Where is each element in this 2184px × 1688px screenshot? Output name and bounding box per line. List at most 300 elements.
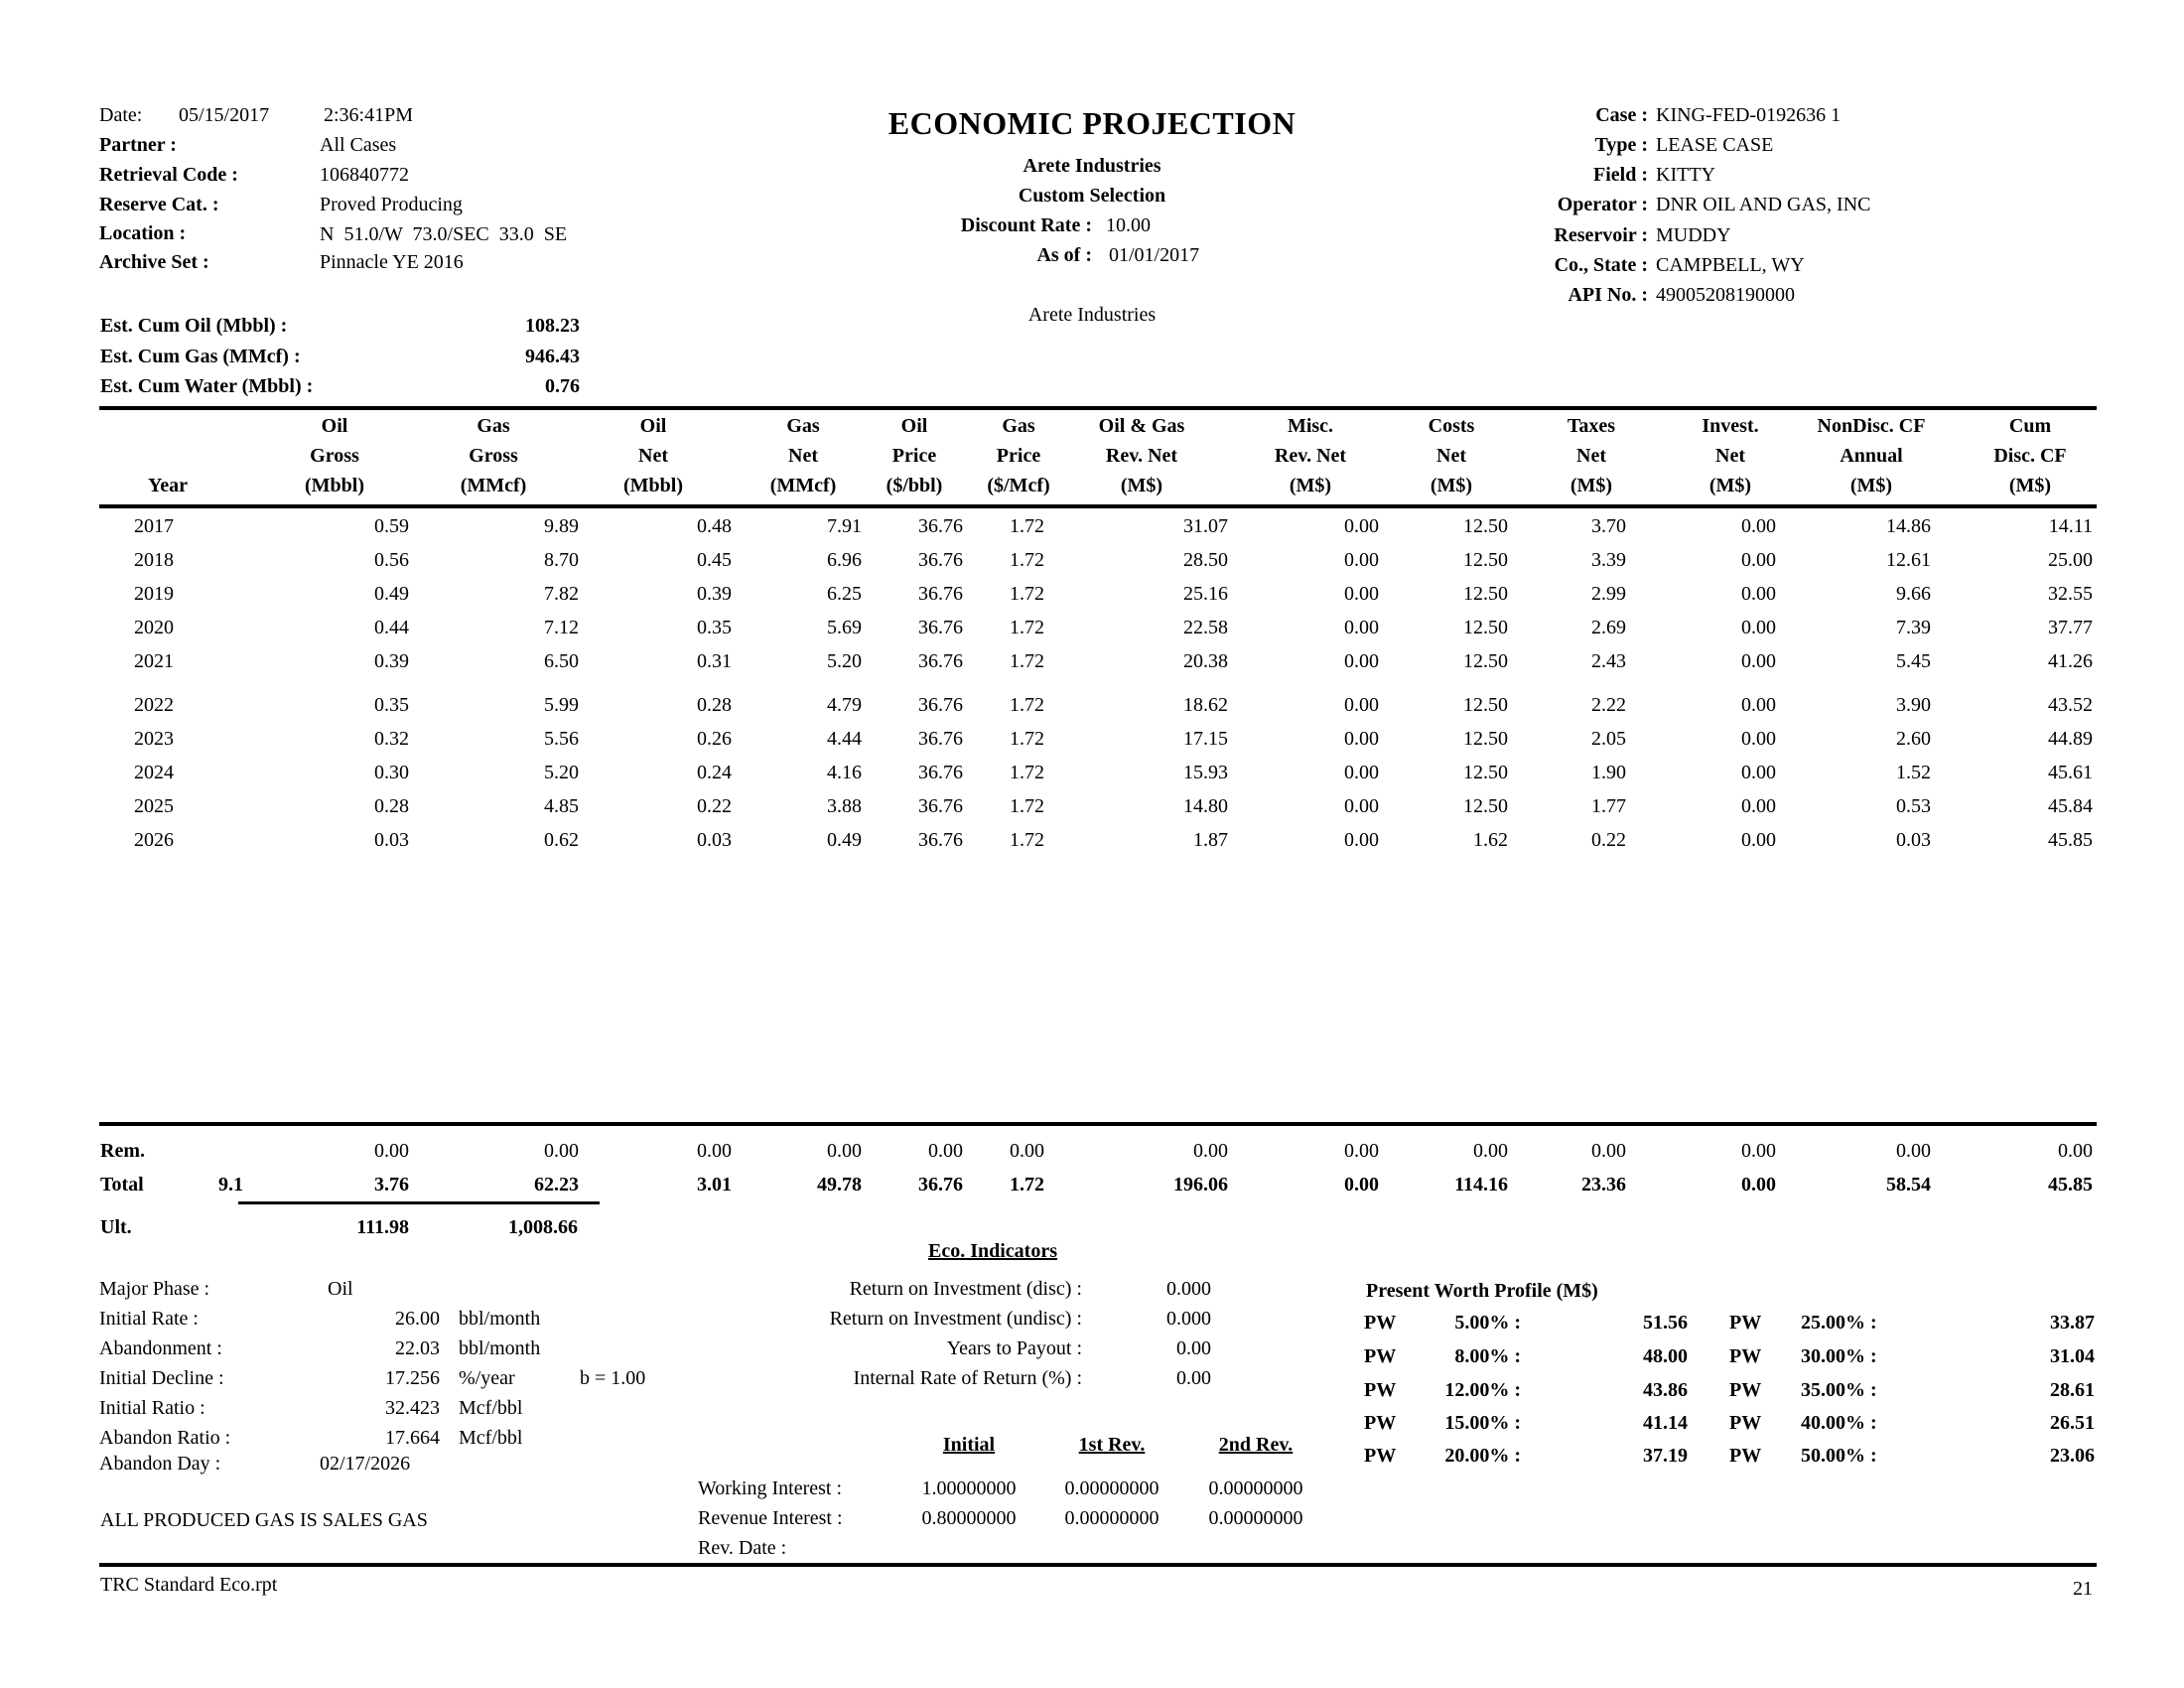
table-cell: 0.26 <box>697 728 732 750</box>
api-label: API No. : <box>1568 284 1648 306</box>
pw-rate: 8.00% : <box>1454 1345 1521 1367</box>
revision-value: 0.00000000 <box>1208 1507 1303 1529</box>
cum-gas-value: 946.43 <box>525 346 580 367</box>
type-label: Type : <box>1594 134 1648 156</box>
total-cell: 1.72 <box>1010 1174 1044 1196</box>
table-cell: 36.76 <box>918 829 963 851</box>
table-cell: 22.58 <box>1183 617 1228 638</box>
table-cell-year: 2020 <box>134 617 174 638</box>
partner-label: Partner : <box>99 134 177 156</box>
total-cell: 49.78 <box>817 1174 862 1196</box>
table-cell: 12.50 <box>1463 694 1508 716</box>
cum-gas-label: Est. Cum Gas (MMcf) : <box>100 346 301 367</box>
table-cell: 15.93 <box>1183 762 1228 783</box>
table-cell: 0.00 <box>1741 728 1776 750</box>
column-header-13-line-1: Cum <box>2008 415 2052 437</box>
discount-label: Discount Rate : <box>960 214 1092 236</box>
table-cell: 41.26 <box>2048 650 2093 672</box>
pw-rate: 50.00% : <box>1801 1445 1877 1467</box>
initial-rate-value: 26.00 <box>395 1308 440 1330</box>
initial-ratio-label: Initial Ratio : <box>99 1397 205 1419</box>
rem-cell: 0.00 <box>544 1140 579 1162</box>
column-header-1-line-3: (Mbbl) <box>305 475 364 496</box>
table-cell: 36.76 <box>918 694 963 716</box>
table-cell: 36.76 <box>918 549 963 571</box>
column-header-10-line-2: Net <box>1576 445 1606 467</box>
table-cell: 36.76 <box>918 515 963 537</box>
column-header-11-line-1: Invest. <box>1702 415 1759 437</box>
table-cell: 0.00 <box>1344 829 1379 851</box>
table-cell: 12.50 <box>1463 728 1508 750</box>
table-cell: 8.70 <box>544 549 579 571</box>
abandonment-value: 22.03 <box>395 1337 440 1359</box>
table-cell: 18.62 <box>1183 694 1228 716</box>
pw-tag: PW <box>1364 1445 1397 1467</box>
partner-value: All Cases <box>320 134 397 156</box>
table-cell: 1.72 <box>1010 694 1044 716</box>
table-cell-year: 2024 <box>134 762 174 783</box>
eco-indicator-value: 0.00 <box>1176 1337 1211 1359</box>
table-cell: 1.72 <box>1010 583 1044 605</box>
table-cell: 0.39 <box>697 583 732 605</box>
table-cell-year: 2022 <box>134 694 174 716</box>
table-cell: 0.24 <box>697 762 732 783</box>
table-cell-year: 2018 <box>134 549 174 571</box>
rem-cell: 0.00 <box>2058 1140 2093 1162</box>
table-cell: 0.35 <box>374 694 409 716</box>
retrieval-label: Retrieval Code : <box>99 164 238 186</box>
column-header-12-line-3: (M$) <box>1849 475 1893 496</box>
table-cell: 12.50 <box>1463 583 1508 605</box>
table-cell: 0.59 <box>374 515 409 537</box>
pw-rate: 30.00% : <box>1801 1345 1877 1367</box>
table-cell-year: 2021 <box>134 650 174 672</box>
table-cell: 2.99 <box>1591 583 1626 605</box>
column-header-8-line-1: Misc. <box>1287 415 1334 437</box>
eco-indicator-value: 0.000 <box>1166 1308 1211 1330</box>
total-cell: 45.85 <box>2048 1174 2093 1196</box>
operator-value: DNR OIL AND GAS, INC <box>1656 194 1871 215</box>
summary-top-rule <box>99 1122 2097 1126</box>
table-cell: 4.85 <box>544 795 579 817</box>
eco-indicator-value: 0.00 <box>1176 1367 1211 1389</box>
abandon-day-label: Abandon Day : <box>99 1453 221 1475</box>
table-cell: 44.89 <box>2048 728 2093 750</box>
archive-label: Archive Set : <box>99 251 209 273</box>
table-cell: 36.76 <box>918 762 963 783</box>
table-cell: 1.72 <box>1010 795 1044 817</box>
total-cell: 3.01 <box>697 1174 732 1196</box>
table-cell: 0.00 <box>1344 650 1379 672</box>
rem-cell: 0.00 <box>1473 1140 1508 1162</box>
column-header-9-line-1: Costs <box>1428 415 1475 437</box>
table-cell: 36.76 <box>918 728 963 750</box>
table-cell: 32.55 <box>2048 583 2093 605</box>
reserve-value: Proved Producing <box>320 194 463 215</box>
total-cell: 62.23 <box>534 1174 579 1196</box>
ult-label: Ult. <box>100 1216 132 1238</box>
table-cell: 12.61 <box>1886 549 1931 571</box>
column-header-5-line-1: Oil <box>900 415 928 437</box>
table-cell: 1.72 <box>1010 549 1044 571</box>
table-cell: 0.00 <box>1741 829 1776 851</box>
gas-note: ALL PRODUCED GAS IS SALES GAS <box>100 1509 428 1531</box>
table-cell: 6.50 <box>544 650 579 672</box>
total-cell: 23.36 <box>1581 1174 1626 1196</box>
table-cell: 0.53 <box>1896 795 1931 817</box>
column-header-7-line-1: Oil & Gas <box>1098 415 1185 437</box>
table-cell: 0.00 <box>1741 583 1776 605</box>
pw-rate: 40.00% : <box>1801 1412 1877 1434</box>
total-underline <box>238 1201 600 1204</box>
table-cell: 0.22 <box>697 795 732 817</box>
column-header-13-line-2: Disc. CF <box>1993 445 2067 467</box>
eco-indicator-value: 0.000 <box>1166 1278 1211 1300</box>
pw-value: 48.00 <box>1643 1345 1688 1367</box>
table-cell: 12.50 <box>1463 795 1508 817</box>
column-header-5-line-2: Price <box>891 445 937 467</box>
report-name: TRC Standard Eco.rpt <box>100 1574 278 1596</box>
total-cell: 58.54 <box>1886 1174 1931 1196</box>
table-cell: 28.50 <box>1183 549 1228 571</box>
table-cell: 2.69 <box>1591 617 1626 638</box>
table-cell: 2.22 <box>1591 694 1626 716</box>
table-cell: 0.00 <box>1741 795 1776 817</box>
field-label: Field : <box>1593 164 1648 186</box>
table-cell: 12.50 <box>1463 650 1508 672</box>
pw-value: 43.86 <box>1643 1379 1688 1401</box>
table-cell: 0.00 <box>1741 650 1776 672</box>
table-cell: 1.87 <box>1193 829 1228 851</box>
table-cell: 6.25 <box>827 583 862 605</box>
table-cell: 0.30 <box>374 762 409 783</box>
table-cell: 0.44 <box>374 617 409 638</box>
pw-value: 37.19 <box>1643 1445 1688 1467</box>
table-cell: 12.50 <box>1463 549 1508 571</box>
column-header-4-line-3: (MMcf) <box>769 475 837 496</box>
column-header-11-line-2: Net <box>1715 445 1745 467</box>
table-cell: 0.32 <box>374 728 409 750</box>
table-cell: 17.15 <box>1183 728 1228 750</box>
table-cell: 36.76 <box>918 650 963 672</box>
pw-title: Present Worth Profile (M$) <box>1366 1280 1598 1302</box>
table-cell: 1.52 <box>1896 762 1931 783</box>
table-top-rule <box>99 406 2097 410</box>
table-cell: 3.88 <box>827 795 862 817</box>
column-header-4-line-2: Net <box>788 445 818 467</box>
rem-cell: 0.00 <box>928 1140 963 1162</box>
column-header-11-line-3: (M$) <box>1708 475 1752 496</box>
column-header-3-line-3: (Mbbl) <box>623 475 683 496</box>
table-cell: 1.72 <box>1010 762 1044 783</box>
table-cell: 25.16 <box>1183 583 1228 605</box>
table-cell: 0.00 <box>1741 515 1776 537</box>
table-cell: 1.72 <box>1010 728 1044 750</box>
table-cell: 0.00 <box>1344 515 1379 537</box>
table-cell: 2.60 <box>1896 728 1931 750</box>
pw-tag: PW <box>1729 1312 1762 1334</box>
table-cell: 5.99 <box>544 694 579 716</box>
table-cell: 0.62 <box>544 829 579 851</box>
rem-cell: 0.00 <box>827 1140 862 1162</box>
api-value: 49005208190000 <box>1656 284 1795 306</box>
total-cell: 114.16 <box>1454 1174 1508 1196</box>
table-cell: 6.96 <box>827 549 862 571</box>
case-value: KING-FED-0192636 1 <box>1656 104 1842 126</box>
column-header-13-line-3: (M$) <box>2008 475 2052 496</box>
rem-cell: 0.00 <box>374 1140 409 1162</box>
rem-cell: 0.00 <box>1010 1140 1044 1162</box>
pw-tag: PW <box>1364 1412 1397 1434</box>
rem-cell: 0.00 <box>1741 1140 1776 1162</box>
table-cell-year: 2025 <box>134 795 174 817</box>
table-cell: 9.66 <box>1896 583 1931 605</box>
header-bottom-rule <box>99 504 2097 508</box>
column-header-3-line-1: Oil <box>639 415 667 437</box>
discount-value: 10.00 <box>1106 214 1151 236</box>
cum-oil-value: 108.23 <box>525 315 580 337</box>
total-cell: 0.00 <box>1344 1174 1379 1196</box>
table-cell-year: 2023 <box>134 728 174 750</box>
revision-row-label: Revenue Interest : <box>698 1507 843 1529</box>
table-cell: 0.00 <box>1741 617 1776 638</box>
table-cell: 0.00 <box>1344 617 1379 638</box>
ult-oil: 111.98 <box>356 1216 409 1238</box>
ult-gas: 1,008.66 <box>508 1216 578 1238</box>
asof-value: 01/01/2017 <box>1109 244 1200 266</box>
footer-rule <box>99 1563 2097 1567</box>
table-cell: 0.35 <box>697 617 732 638</box>
table-cell-year: 2026 <box>134 829 174 851</box>
table-cell: 36.76 <box>918 617 963 638</box>
table-cell-year: 2017 <box>134 515 174 537</box>
pw-tag: PW <box>1729 1445 1762 1467</box>
reservoir-label: Reservoir : <box>1554 224 1648 246</box>
total-years: 9.1 <box>218 1174 243 1196</box>
table-cell: 25.00 <box>2048 549 2093 571</box>
time-value: 2:36:41PM <box>324 104 414 126</box>
table-cell: 0.00 <box>1344 795 1379 817</box>
abandon-ratio-unit: Mcf/bbl <box>459 1427 523 1449</box>
initial-rate-unit: bbl/month <box>459 1308 541 1330</box>
table-cell: 14.11 <box>2048 515 2093 537</box>
total-cell: 36.76 <box>918 1174 963 1196</box>
pw-value: 41.14 <box>1643 1412 1688 1434</box>
revision-header: 1st Rev. <box>1078 1434 1146 1456</box>
abandonment-label: Abandonment : <box>99 1337 222 1359</box>
revision-value: 0.00000000 <box>1064 1477 1160 1499</box>
table-cell: 0.00 <box>1741 694 1776 716</box>
table-cell: 0.48 <box>697 515 732 537</box>
table-cell: 0.31 <box>697 650 732 672</box>
retrieval-value: 106840772 <box>320 164 409 186</box>
table-cell: 0.00 <box>1344 694 1379 716</box>
case-label: Case : <box>1595 104 1648 126</box>
costate-label: Co., State : <box>1554 254 1648 276</box>
revision-row-label: Rev. Date : <box>698 1537 787 1559</box>
column-header-2-line-2: Gross <box>469 445 518 467</box>
type-value: LEASE CASE <box>1656 134 1774 156</box>
revision-row-label: Working Interest : <box>698 1477 843 1499</box>
initial-decline-value: 17.256 <box>385 1367 440 1389</box>
column-header-7-line-3: (M$) <box>1120 475 1163 496</box>
table-cell: 43.52 <box>2048 694 2093 716</box>
cum-water-label: Est. Cum Water (Mbbl) : <box>100 375 314 397</box>
company-name: Arete Industries <box>1023 155 1161 177</box>
column-header-10-line-3: (M$) <box>1570 475 1613 496</box>
eco-indicator-label: Years to Payout : <box>946 1337 1082 1359</box>
initial-decline-label: Initial Decline : <box>99 1367 224 1389</box>
table-cell: 4.16 <box>827 762 862 783</box>
archive-value: Pinnacle YE 2016 <box>320 251 464 273</box>
table-cell: 3.39 <box>1591 549 1626 571</box>
pw-value: 31.04 <box>2050 1345 2095 1367</box>
table-cell: 2.05 <box>1591 728 1626 750</box>
pw-value: 51.56 <box>1643 1312 1688 1334</box>
table-cell: 12.50 <box>1463 515 1508 537</box>
rem-cell: 0.00 <box>1344 1140 1379 1162</box>
table-cell: 3.90 <box>1896 694 1931 716</box>
table-cell: 12.50 <box>1463 617 1508 638</box>
pw-tag: PW <box>1729 1379 1762 1401</box>
table-cell: 45.61 <box>2048 762 2093 783</box>
costate-value: CAMPBELL, WY <box>1656 254 1805 276</box>
column-header-8-line-3: (M$) <box>1289 475 1332 496</box>
table-cell: 3.70 <box>1591 515 1626 537</box>
column-header-12-line-2: Annual <box>1840 445 1903 467</box>
reservoir-value: MUDDY <box>1656 224 1731 246</box>
column-header-6-line-2: Price <box>996 445 1041 467</box>
column-header-8-line-2: Rev. Net <box>1274 445 1347 467</box>
major-phase-value: Oil <box>328 1278 353 1300</box>
table-cell: 0.45 <box>697 549 732 571</box>
column-header-12-line-1: NonDisc. CF <box>1817 415 1926 437</box>
table-cell: 0.00 <box>1344 549 1379 571</box>
table-cell: 20.38 <box>1183 650 1228 672</box>
table-cell: 0.22 <box>1591 829 1626 851</box>
table-cell: 36.76 <box>918 795 963 817</box>
table-cell: 0.28 <box>374 795 409 817</box>
column-header-0-line-3: Year <box>148 475 188 496</box>
table-cell: 1.72 <box>1010 515 1044 537</box>
table-cell: 7.91 <box>827 515 862 537</box>
table-cell: 0.00 <box>1741 549 1776 571</box>
table-cell: 1.90 <box>1591 762 1626 783</box>
table-cell: 5.20 <box>544 762 579 783</box>
table-cell: 0.03 <box>374 829 409 851</box>
table-cell: 0.00 <box>1741 762 1776 783</box>
column-header-2-line-1: Gas <box>477 415 510 437</box>
revision-value: 0.80000000 <box>921 1507 1017 1529</box>
column-header-1-line-1: Oil <box>321 415 348 437</box>
column-header-1-line-2: Gross <box>310 445 359 467</box>
column-header-5-line-3: ($/bbl) <box>886 475 943 496</box>
table-cell: 0.00 <box>1344 583 1379 605</box>
page-number: 21 <box>2073 1578 2093 1600</box>
revision-value: 0.00000000 <box>1064 1507 1160 1529</box>
column-header-4-line-1: Gas <box>786 415 820 437</box>
b-factor: b = 1.00 <box>580 1367 646 1389</box>
location-label: Location : <box>99 222 187 244</box>
table-cell: 36.76 <box>918 583 963 605</box>
table-cell: 37.77 <box>2048 617 2093 638</box>
column-header-9-line-3: (M$) <box>1430 475 1473 496</box>
table-cell: 4.79 <box>827 694 862 716</box>
pw-tag: PW <box>1729 1412 1762 1434</box>
rem-label: Rem. <box>100 1140 145 1162</box>
table-cell: 7.12 <box>544 617 579 638</box>
revision-header: Initial <box>942 1434 996 1456</box>
table-cell: 0.49 <box>374 583 409 605</box>
total-label: Total <box>100 1174 144 1196</box>
table-cell: 0.00 <box>1344 728 1379 750</box>
page-title: ECONOMIC PROJECTION <box>887 105 1297 141</box>
abandon-ratio-value: 17.664 <box>385 1427 440 1449</box>
pw-rate: 12.00% : <box>1444 1379 1521 1401</box>
pw-value: 28.61 <box>2050 1379 2095 1401</box>
pw-tag: PW <box>1364 1312 1397 1334</box>
cum-oil-label: Est. Cum Oil (Mbbl) : <box>100 315 288 337</box>
pw-rate: 15.00% : <box>1444 1412 1521 1434</box>
pw-rate: 5.00% : <box>1454 1312 1521 1334</box>
table-cell: 7.39 <box>1896 617 1931 638</box>
abandonment-unit: bbl/month <box>459 1337 541 1359</box>
column-header-10-line-1: Taxes <box>1567 415 1616 437</box>
rem-cell: 0.00 <box>1193 1140 1228 1162</box>
table-cell: 4.44 <box>827 728 862 750</box>
pw-tag: PW <box>1729 1345 1762 1367</box>
abandon-day-value: 02/17/2026 <box>320 1453 411 1475</box>
eco-indicator-label: Return on Investment (disc) : <box>849 1278 1082 1300</box>
table-cell: 9.89 <box>544 515 579 537</box>
cum-water-value: 0.76 <box>545 375 580 397</box>
total-cell: 196.06 <box>1173 1174 1228 1196</box>
revision-value: 1.00000000 <box>921 1477 1017 1499</box>
pw-tag: PW <box>1364 1379 1397 1401</box>
initial-ratio-value: 32.423 <box>385 1397 440 1419</box>
table-cell: 5.20 <box>827 650 862 672</box>
column-header-6-line-3: ($/Mcf) <box>987 475 1050 496</box>
eco-indicator-label: Return on Investment (undisc) : <box>829 1308 1082 1330</box>
abandon-ratio-label: Abandon Ratio : <box>99 1427 231 1449</box>
pw-value: 26.51 <box>2050 1412 2095 1434</box>
field-value: KITTY <box>1656 164 1715 186</box>
date-label: Date: <box>99 104 143 126</box>
initial-ratio-unit: Mcf/bbl <box>459 1397 523 1419</box>
table-cell: 0.03 <box>697 829 732 851</box>
rem-cell: 0.00 <box>697 1140 732 1162</box>
table-cell: 1.77 <box>1591 795 1626 817</box>
rem-cell: 0.00 <box>1591 1140 1626 1162</box>
table-cell: 7.82 <box>544 583 579 605</box>
revision-header: 2nd Rev. <box>1218 1434 1294 1456</box>
eco-indicator-label: Internal Rate of Return (%) : <box>853 1367 1082 1389</box>
table-cell: 1.72 <box>1010 617 1044 638</box>
pw-rate: 35.00% : <box>1801 1379 1877 1401</box>
major-phase-label: Major Phase : <box>99 1278 210 1300</box>
table-cell: 0.00 <box>1344 762 1379 783</box>
table-cell: 0.49 <box>827 829 862 851</box>
table-cell-year: 2019 <box>134 583 174 605</box>
date-value: 05/15/2017 <box>179 104 270 126</box>
total-cell: 3.76 <box>374 1174 409 1196</box>
pw-rate: 20.00% : <box>1444 1445 1521 1467</box>
table-cell: 2.43 <box>1591 650 1626 672</box>
table-cell: 14.86 <box>1886 515 1931 537</box>
selection-name: Custom Selection <box>1018 185 1166 207</box>
table-cell: 0.39 <box>374 650 409 672</box>
initial-decline-unit: %/year <box>459 1367 515 1389</box>
